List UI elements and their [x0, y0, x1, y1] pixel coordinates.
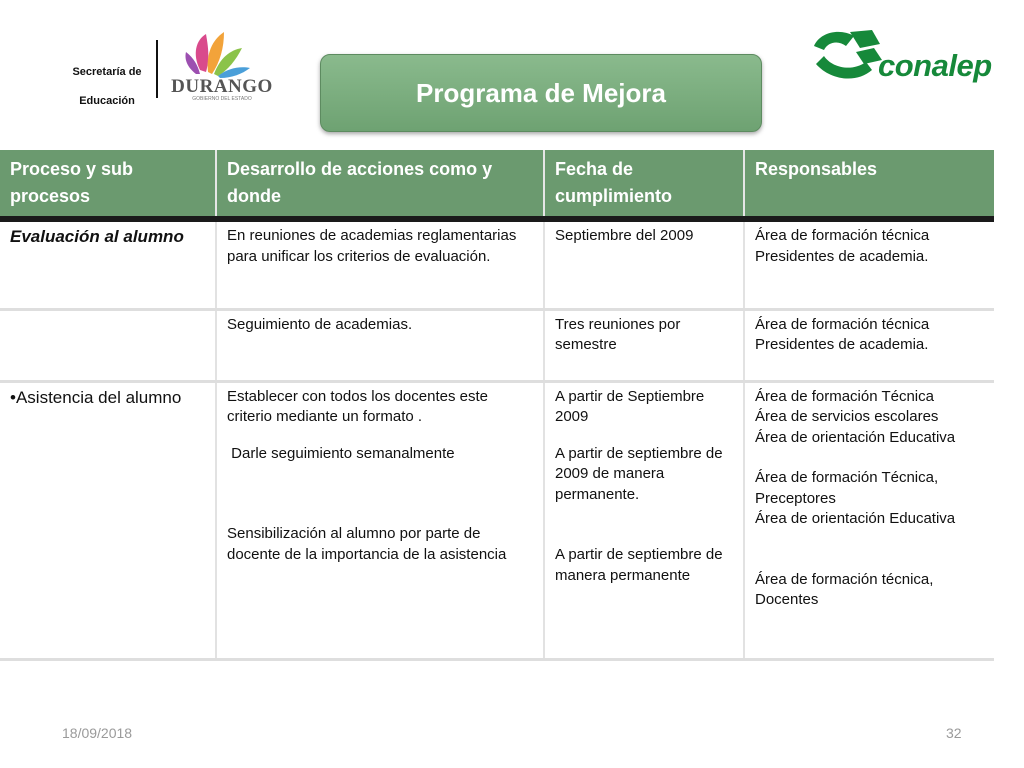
- cell-accion: En reuniones de academias reglamentarias para unificar los criterios de evaluación.: [216, 219, 544, 309]
- column-header-desarrollo: Desarrollo de acciones como y donde: [216, 150, 544, 219]
- cell-responsables-list: [744, 381, 994, 659]
- spacer: [227, 508, 533, 524]
- fecha-item: A partir de Septiembre 2009: [555, 387, 705, 425]
- responsable-item: Área de formación Técnica, Preceptores Área de orientación Educativa: [755, 469, 956, 527]
- table-row: [0, 381, 994, 659]
- cell-fechas: [544, 381, 744, 659]
- accion-item: Darle seguimiento semanalmente: [227, 444, 455, 462]
- responsable-item: Área de formación técnica, Docentes: [755, 570, 934, 608]
- cell-fecha: Tres reuniones por semestre: [544, 309, 744, 381]
- table-row: [0, 309, 994, 381]
- table-row: [0, 219, 994, 309]
- footer-date: 18/09/2018: [62, 725, 133, 741]
- spacer: [755, 530, 984, 570]
- secretaria-line1: Secretaría de: [72, 66, 142, 78]
- title-banner: [320, 54, 762, 132]
- cell-proceso: [0, 309, 216, 381]
- spacer: [227, 464, 533, 508]
- cell-accion: Seguimiento de academias.: [216, 309, 544, 381]
- durango-tagline: GOBIERNO DEL ESTADO: [192, 96, 252, 102]
- accion-item: Sensibilización al alumno por parte de docente de la importancia de la asistencia: [227, 525, 507, 563]
- durango-logo-text: DURANGO: [171, 76, 273, 97]
- fecha-item: A partir de septiembre de 2009 de manera permanente.: [555, 444, 723, 503]
- spacer: [755, 448, 984, 468]
- spacer: [555, 428, 733, 444]
- column-header-responsables: Responsables: [744, 150, 994, 219]
- column-header-proceso: Proceso y sub procesos: [0, 150, 216, 219]
- header-divider: [156, 40, 158, 98]
- cell-proceso: •Asistencia del alumno: [0, 381, 216, 659]
- improvement-program-table: [0, 150, 994, 661]
- fecha-item: A partir de septiembre de manera permanente: [555, 546, 723, 584]
- column-header-fecha: Fecha de cumplimiento: [544, 150, 744, 219]
- conalep-logo-text: conalep: [878, 48, 992, 83]
- page-number: 32: [946, 725, 962, 741]
- spacer: [555, 505, 733, 545]
- secretaria-label: [62, 58, 152, 116]
- cell-proceso: Evaluación al alumno: [0, 219, 216, 309]
- accion-item: Establecer con todos los docentes este criterio mediante un formato .: [227, 387, 488, 425]
- cell-acciones: [216, 381, 544, 659]
- secretaria-line2: Educación: [79, 95, 135, 107]
- cell-fecha: Septiembre del 2009: [544, 219, 744, 309]
- cell-responsables: Área de formación técnica Presidentes de academia.: [744, 219, 994, 309]
- spacer: [227, 428, 533, 444]
- page-title: Programa de Mejora: [416, 77, 666, 108]
- table-header-row: [0, 150, 994, 219]
- cell-responsables: Área de formación técnica Presidentes de academia.: [744, 309, 994, 381]
- responsable-item: Área de formación Técnica Área de servicios escolares Área de orientación Educativa: [755, 387, 956, 446]
